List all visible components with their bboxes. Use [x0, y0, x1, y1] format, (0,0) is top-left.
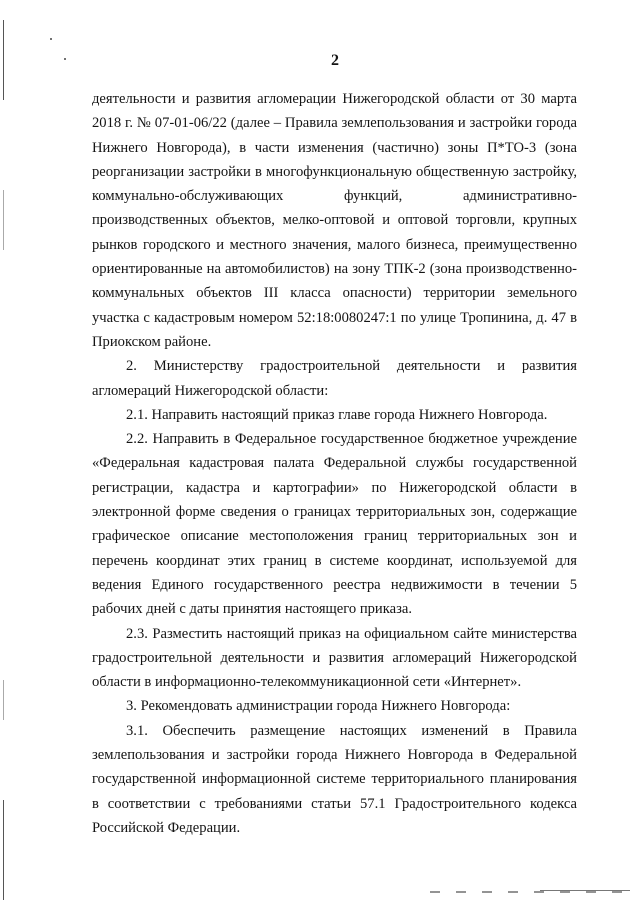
scan-speck: [50, 38, 52, 40]
page-number: 2: [331, 52, 339, 69]
paragraph-item-2-1: 2.1. Направить настоящий приказ главе города Нижнего Новгорода.: [126, 406, 548, 423]
scan-bottom-line: [540, 890, 630, 891]
scan-edge-mark: [3, 190, 4, 250]
paragraph-item-2: 2. Министерству градостроительной деятельности и развития агломераций Нижегородской области:: [92, 358, 577, 399]
paragraph-item-2-3: 2.3. Разместить настоящий приказ на официальном сайте министерства градостроительной деятельности и развития агломераций Нижегородской области в информационно-телекоммуникационной сети «Интернет».: [92, 625, 577, 691]
paragraph-item-2-2: 2.2. Направить в Федеральное государственное бюджетное учреждение «Федеральная кадастровая палата Федеральной службы государственной регистрации, кадастра и картографии» по Нижегородской области в электронной форме сведения о границах территориальных зон, содержащие графическое описание местоположения границ территориальных зон и перечень координат этих границ в системе координат, используемой для ведения Единого государственного реестра недвижимости в течении 5 рабочих дней с даты принятия настоящего приказа.: [92, 431, 577, 618]
document-body: [92, 87, 577, 840]
paragraph-continuation: деятельности и развития агломерации Нижегородской области от 30 марта 2018 г. № 07-01-06/22 (далее – Правила землепользования и застройки города Нижнего Новгорода), в части изменения (частично) зоны П*ТО-3 (зона реорганизации застройки в многофункциональную общественную застройку, коммунально-обслуживающих функций, административно-производственных объектов, мелко-оптовой и оптовой торговли, крупных рынков городского и местного значения, малого бизнеса, преимущественно ориентированные на автомобилистов) на зону ТПК-2 (зона производственно-коммунальных объектов III класса опасности) территории земельного участка с кадастровым номером 52:18:0080247:1 по улице Тропинина, д. 47 в Приокском районе.: [92, 91, 577, 350]
scan-edge-mark: [3, 800, 4, 900]
scan-edge-mark: [3, 680, 4, 720]
paragraph-item-3: 3. Рекомендовать администрации города Нижнего Новгорода:: [126, 698, 511, 715]
paragraph-item-3-1: 3.1. Обеспечить размещение настоящих изменений в Правила землепользования и застройки города Нижнего Новгорода в Федеральной государственной информационной системе территориального планирования в соответствии с требованиями статьи 57.1 Градостроительного кодекса Российской Федерации.: [92, 722, 577, 836]
scan-bottom-dashes: [430, 891, 630, 893]
